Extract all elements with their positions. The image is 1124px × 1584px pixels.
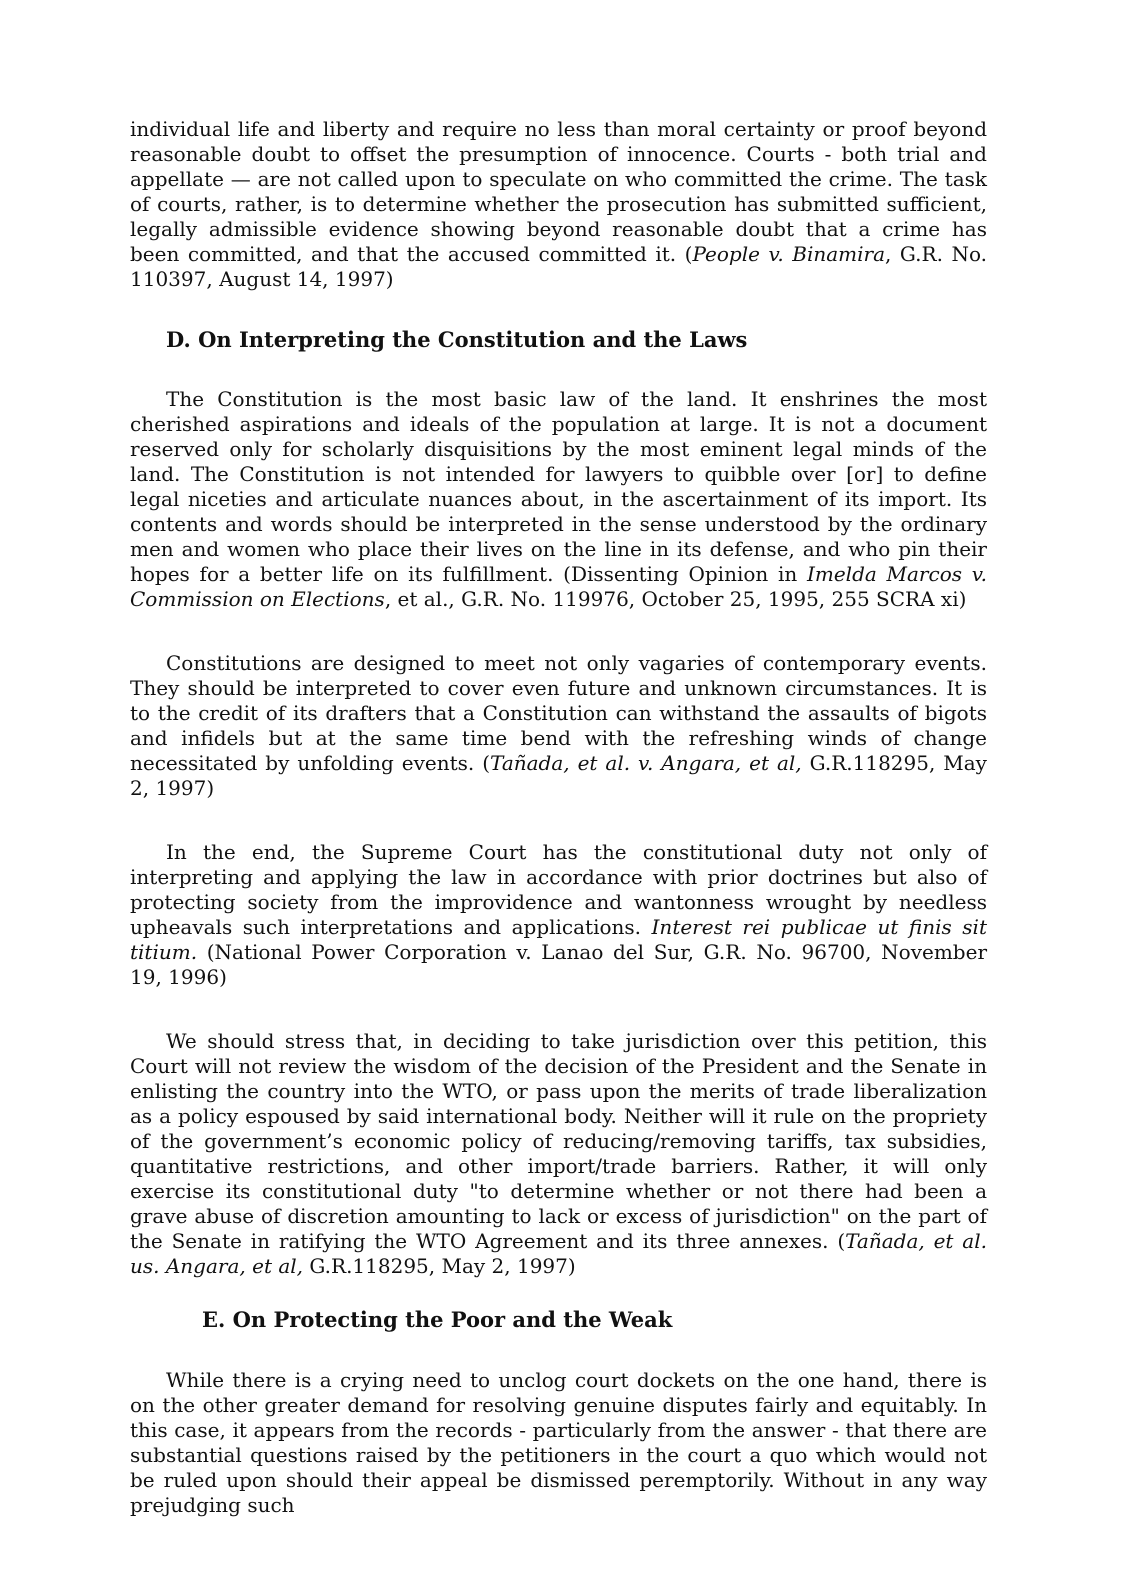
paragraph-text: In the end, the Supreme Court has the constitutional duty not only of interpreting and applying the law in accordance with prior doctrines but also of protecting society from the improvidence and wantonness wrought by needless upheavals such interpretations and applications. xyxy=(130,840,987,939)
paragraph-text: individual life and liberty and require no less than moral certainty or proof beyond reasonable doubt to offset the presumption of innocence. Courts - both trial and appellate — are not called upon to speculate on who committed the crime. The task of courts, rather, is to determine whether the prosecution has submitted sufficient, legally admissible evidence showing beyond reasonable doubt that a crime has been committed, and that the accused committed it. ( xyxy=(130,117,987,266)
section-heading-e: E. On Protecting the Poor and the Weak xyxy=(202,1307,673,1332)
document-page xyxy=(130,117,987,1518)
paragraph-text: Constitutions are designed to meet not only vagaries of contemporary events. They should be interpreted to cover even future and unknown circumstances. It is to the credit of its drafters that a Constitution can withstand the assaults of bigots and infidels but at the same time bend with the refreshing winds of change necessitated by unfolding events. ( xyxy=(130,651,987,775)
paragraph-text: We should stress that, in deciding to take jurisdiction over this petition, this Court will not review the wisdom of the decision of the President and the Senate in enlisting the country into the WTO, or pass upon the merits of trade liberalization as a policy espoused by said international body. Neither will it rule on the propriety of the government’s economic policy of reducing/removing tariffs, tax subsidies, quantitative restrictions, and other import/trade barriers. Rather, it will only exercise its constitutional duty "to determine whether or not there had been a grave abuse of discretion amounting to lack or excess of jurisdiction" on the part of the Senate in ratifying the WTO Agreement and its three annexes. ( xyxy=(130,1029,987,1253)
paragraph-designed xyxy=(130,651,987,801)
paragraph-text: The Constitution is the most basic law of the land. It enshrines the most cherished aspirations and ideals of the population at large. It is not a document reserved only for scholarly disquisitions by the most eminent legal minds of the land. The Constitution is not intended for lawyers to quibble over [or] to define legal niceties and articulate nuances about, in the ascertainment of its import. Its contents and words should be interpreted in the sense understood by the ordinary men and women who place their lives on the line in its defense, and who pin their hopes for a better life on its fulfillment. (Dissenting Opinion in xyxy=(130,387,987,586)
paragraph-stress xyxy=(130,1029,987,1279)
case-citation: Tañada, et al. us. Angara, et al, xyxy=(130,1229,987,1278)
paragraph-intro xyxy=(130,117,987,292)
paragraph-end xyxy=(130,840,987,990)
case-citation: Tañada, et al. v. Angara, et al, xyxy=(490,751,802,775)
paragraph-text: , G.R. No. 110397, August 14, 1997) xyxy=(130,242,988,291)
case-citation: Imelda Marcos v. Commission on Elections xyxy=(130,562,987,611)
case-citation: People v. Binamira xyxy=(692,242,886,266)
latin-maxim: Interest rei publicae ut finis sit titium. xyxy=(130,915,987,964)
paragraph-poor: While there is a crying need to unclog court dockets on the one hand, there is on the other greater demand for resolving genuine disputes fairly and equitably. In this case, it appears from the records - particularly from the answer - that there are substantial questions raised by the petitioners in the court a quo which would not be ruled upon should their appeal be dismissed peremptorily. Without in any way prejudging such xyxy=(130,1368,987,1517)
paragraph-text: (National Power Corporation v. Lanao del Sur, G.R. No. 96700, November 19, 1996) xyxy=(130,940,987,989)
paragraph-constitution xyxy=(130,387,987,612)
paragraph-text: G.R.118295, May 2, 1997) xyxy=(130,751,987,800)
section-heading-d: D. On Interpreting the Constitution and the Laws xyxy=(166,327,748,352)
paragraph-text: G.R.118295, May 2, 1997) xyxy=(303,1254,576,1278)
paragraph-text: , et al., G.R. No. 119976, October 25, 1995, 255 SCRA xi) xyxy=(384,587,967,611)
